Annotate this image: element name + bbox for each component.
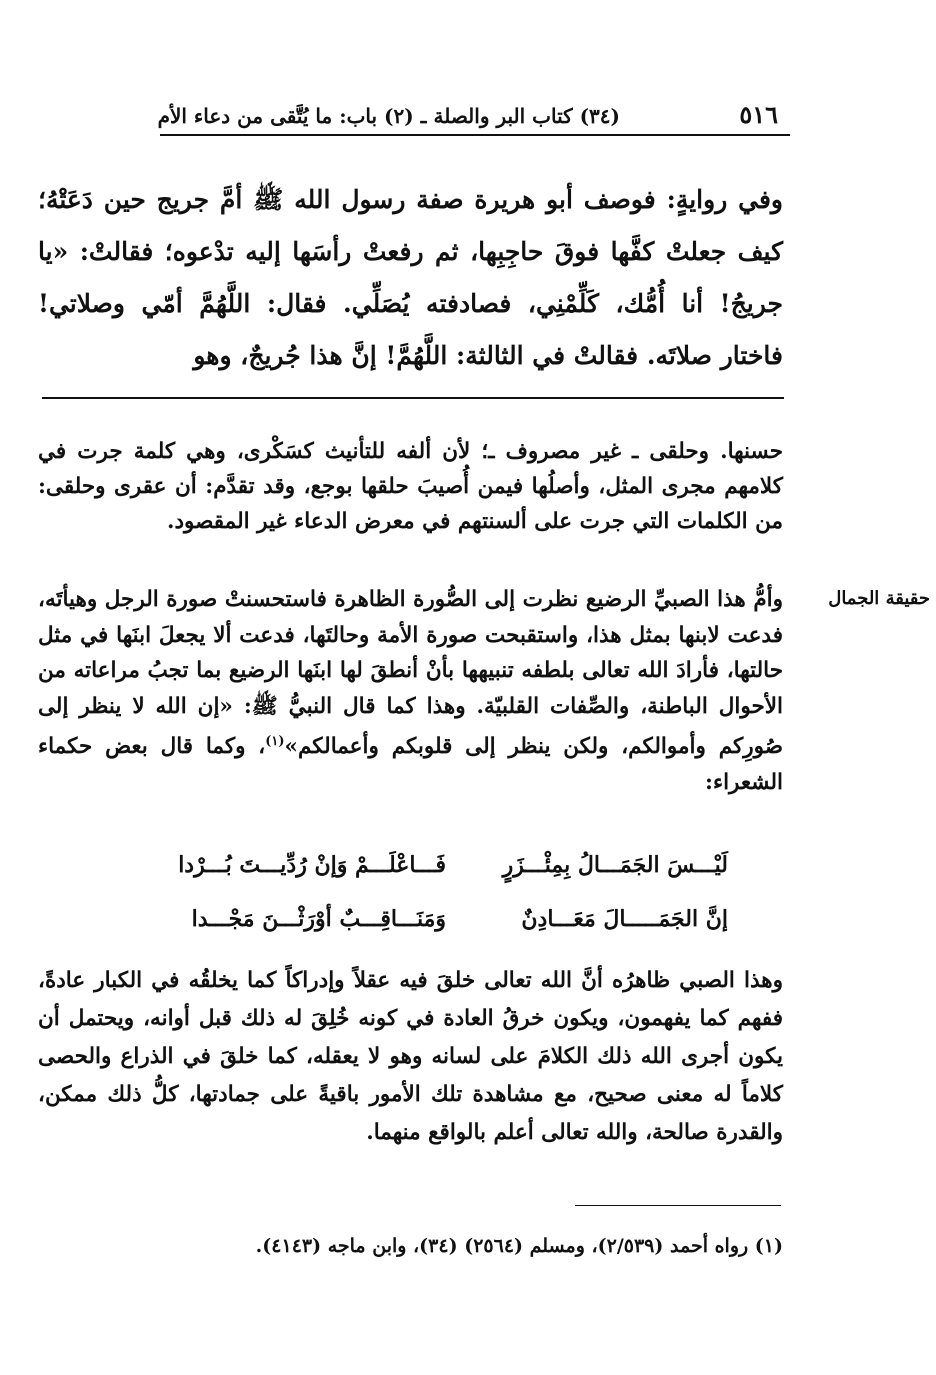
verse-line-1-first-hemistich: لَيْـــسَ الجَمَـــالُ بِمِئْـــزَرٍ	[502, 852, 728, 878]
footnote-divider	[575, 1205, 781, 1206]
commentary-2-tail: ، وكما قال بعض حكماء الشعراء:	[38, 734, 783, 795]
footnote: (١) رواه أحمد (٢/٥٣٩)، ومسلم (٢٥٦٤) (٣٤)، وابن ماجه (٤١٤٣).	[255, 1235, 783, 1257]
commentary-paragraph-2	[38, 582, 783, 800]
text-commentary-divider	[42, 397, 784, 399]
commentary-2-text: وأمُّ هذا الصبيِّ الرضيع نظرت إلى الصُّورة الظاهرة فاستحسنتْ صورة الرجل وهيأتَه، فدعت لابنها بمثل هذا، واستقبحت صورة الأمة وحالتَها، فدعت ألا يجعلَ ابنَها في مثل حالتها، فأرادَ الله تعالى بلطفه تنبيهها بأنْ أنطقَ لها ابنَها الرضيع بما تجبُ مراعاته من الأحوال الباطنة، والصِّفات القلبيّة. وهذا كما قال النبيُّ ﷺ: «إن الله لا ينظر إلى صُورِكم وأموالكم، ولكن ينظر إلى قلوبكم وأعمالكم»	[38, 587, 783, 760]
verse-line-2-second-hemistich: وَمَنَـــاقِـــبٌ أوْرَثْـــنَ مَجْـــدا	[191, 906, 446, 932]
margin-heading: حقيقة الجمال	[828, 588, 930, 609]
page-number: ٥١٦	[739, 100, 778, 129]
footnote-reference: (١)	[265, 734, 285, 749]
verse-line-2-first-hemistich: إنَّ الجَمَـــــالَ مَعَـــادِنٌ	[521, 906, 728, 932]
verse-line-1-second-hemistich: فَـــاعْلَـــمْ وَإنْ رُدِّيـــتَ بُـــرْدا	[178, 852, 446, 878]
page-header	[157, 96, 790, 136]
commentary-paragraph-1: حسنها. وحلقى ـ غير مصروف ـ؛ لأن ألفه للتأنيث كسَكْرى، وهي كلمة جرت في كلامهم مجرى المثل، وأصلُها فيمن أُصيبَ حلقها بوجع، وقد تقدَّم: أن عقرى وحلقى: من الكلمات التي جرت على ألسنتهم في معرض الدعاء غير المقصود.	[38, 439, 783, 534]
hadith-text: وفي روايةٍ: فوصف أبو هريرة صفة رسول الله ﷺ أمَّ جريج حين دَعَتْهُ؛ كيف جعلتْ كفَّها فوقَ حاجِبِها، ثم رفعتْ رأسَها إليه تدْعوه؛ فقالتْ: «يا جريجُ! أنا أُمُّك، كَلِّمْنِي، فصادفته يُصَلِّي. فقال: اللَّهُمَّ أمّي وصلاتي! فاختار صلاتَه. فقالتْ في الثالثة: اللَّهُمَّ! إنَّ هذا جُريجٌ، وهو	[38, 185, 783, 370]
header-divider	[160, 134, 790, 136]
commentary-paragraph-3: وهذا الصبي ظاهرُه أنَّ الله تعالى خلقَ فيه عقلاً وإدراكاً كما يخلقُه في الكبار عادةً، ففهم كما يفهمون، ويكون خرقُ العادة في كونه خُلِقَ له ذلك قبل أوانه، ويحتمل أن يكون أجرى الله ذلك الكلامَ على لسانه وهو لا يعقله، كما خلقَ في الذراع والحصى كلاماً له معنى صحيح، مع مشاهدة تلك الأمور باقيةً على جمادتها، كلُّ ذلك ممكن، والقدرة صالحة، والله تعالى أعلم بالواقع منهما.	[38, 968, 783, 1145]
running-title: (٣٤) كتاب البر والصلة ـ (٢) باب: ما يُتَّقى من دعاء الأم	[157, 104, 620, 128]
